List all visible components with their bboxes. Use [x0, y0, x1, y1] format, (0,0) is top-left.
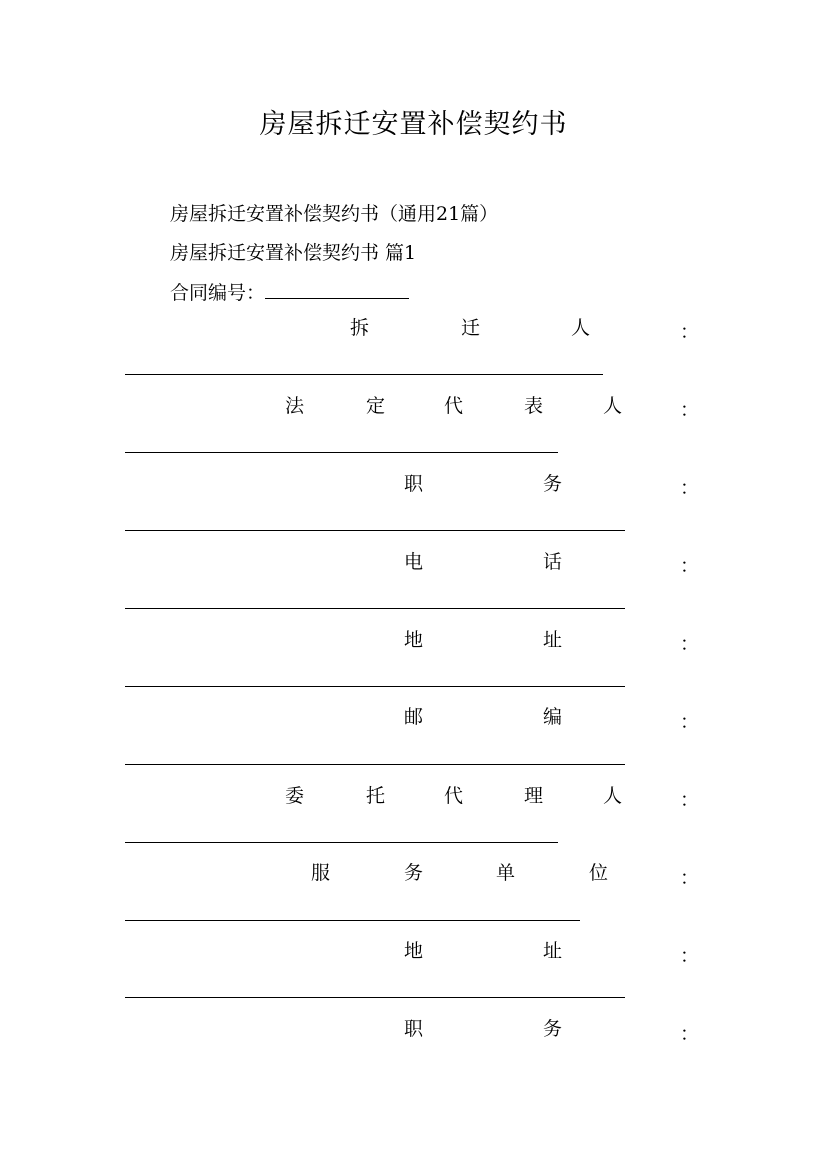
- field-address-2-label: [0, 939, 827, 963]
- field-colon: ：: [680, 945, 700, 967]
- field-char: 定: [366, 395, 386, 417]
- field-postcode-blank[interactable]: [125, 764, 625, 765]
- field-employer-blank[interactable]: [125, 920, 580, 921]
- field-address-blank[interactable]: [125, 686, 625, 687]
- field-char: 单: [496, 862, 516, 884]
- field-position-blank[interactable]: [125, 530, 625, 531]
- field-char: 地: [404, 629, 424, 651]
- field-agent-label: [0, 784, 827, 808]
- field-char: 址: [543, 940, 563, 962]
- field-demolisher-label: [0, 316, 827, 340]
- field-colon: ：: [680, 867, 700, 889]
- section-heading: 房屋拆迁安置补偿契约书 篇1: [170, 242, 417, 264]
- field-char: 职: [404, 473, 424, 495]
- field-colon: ：: [680, 789, 700, 811]
- field-address-label: [0, 628, 827, 652]
- field-phone-blank[interactable]: [125, 608, 625, 609]
- field-colon: ：: [680, 399, 700, 421]
- field-char: 理: [524, 785, 544, 807]
- field-colon: ：: [680, 1023, 700, 1045]
- field-position-2-label: [0, 1017, 827, 1041]
- field-demolisher-blank[interactable]: [125, 374, 603, 375]
- field-agent-blank[interactable]: [125, 842, 558, 843]
- field-char: 编: [543, 706, 563, 728]
- contract-number-label: 合同编号：: [170, 282, 266, 304]
- field-char: 代: [444, 785, 464, 807]
- field-char: 委: [285, 785, 305, 807]
- field-char: 服: [311, 862, 331, 884]
- field-colon: ：: [680, 321, 700, 343]
- field-char: 务: [543, 1018, 563, 1040]
- field-legal-rep-blank[interactable]: [125, 452, 558, 453]
- field-postcode-label: [0, 705, 827, 729]
- field-char: 地: [404, 940, 424, 962]
- field-char: 位: [589, 862, 609, 884]
- field-char: 迁: [461, 317, 481, 339]
- field-char: 人: [603, 395, 623, 417]
- field-colon: ：: [680, 711, 700, 733]
- field-address-2-blank[interactable]: [125, 997, 625, 998]
- field-legal-rep-label: [0, 394, 827, 418]
- field-char: 务: [404, 862, 424, 884]
- field-char: 人: [603, 785, 623, 807]
- contract-number-blank[interactable]: [265, 280, 409, 299]
- field-char: 拆: [350, 317, 370, 339]
- field-char: 邮: [404, 706, 424, 728]
- field-colon: ：: [680, 555, 700, 577]
- document-title: 房屋拆迁安置补偿契约书: [259, 109, 568, 140]
- field-char: 代: [444, 395, 464, 417]
- field-char: 电: [404, 551, 424, 573]
- field-char: 表: [524, 395, 544, 417]
- field-char: 话: [543, 551, 563, 573]
- field-phone-label: [0, 550, 827, 574]
- field-char: 务: [543, 473, 563, 495]
- field-colon: ：: [680, 477, 700, 499]
- field-char: 法: [285, 395, 305, 417]
- document-subtitle: 房屋拆迁安置补偿契约书（通用21篇）: [170, 203, 499, 225]
- field-char: 址: [543, 629, 563, 651]
- field-char: 职: [404, 1018, 424, 1040]
- field-position-label: [0, 472, 827, 496]
- field-employer-label: [0, 861, 827, 885]
- field-char: 人: [571, 317, 591, 339]
- field-colon: ：: [680, 633, 700, 655]
- field-char: 托: [366, 785, 386, 807]
- contract-number-line: [170, 278, 409, 305]
